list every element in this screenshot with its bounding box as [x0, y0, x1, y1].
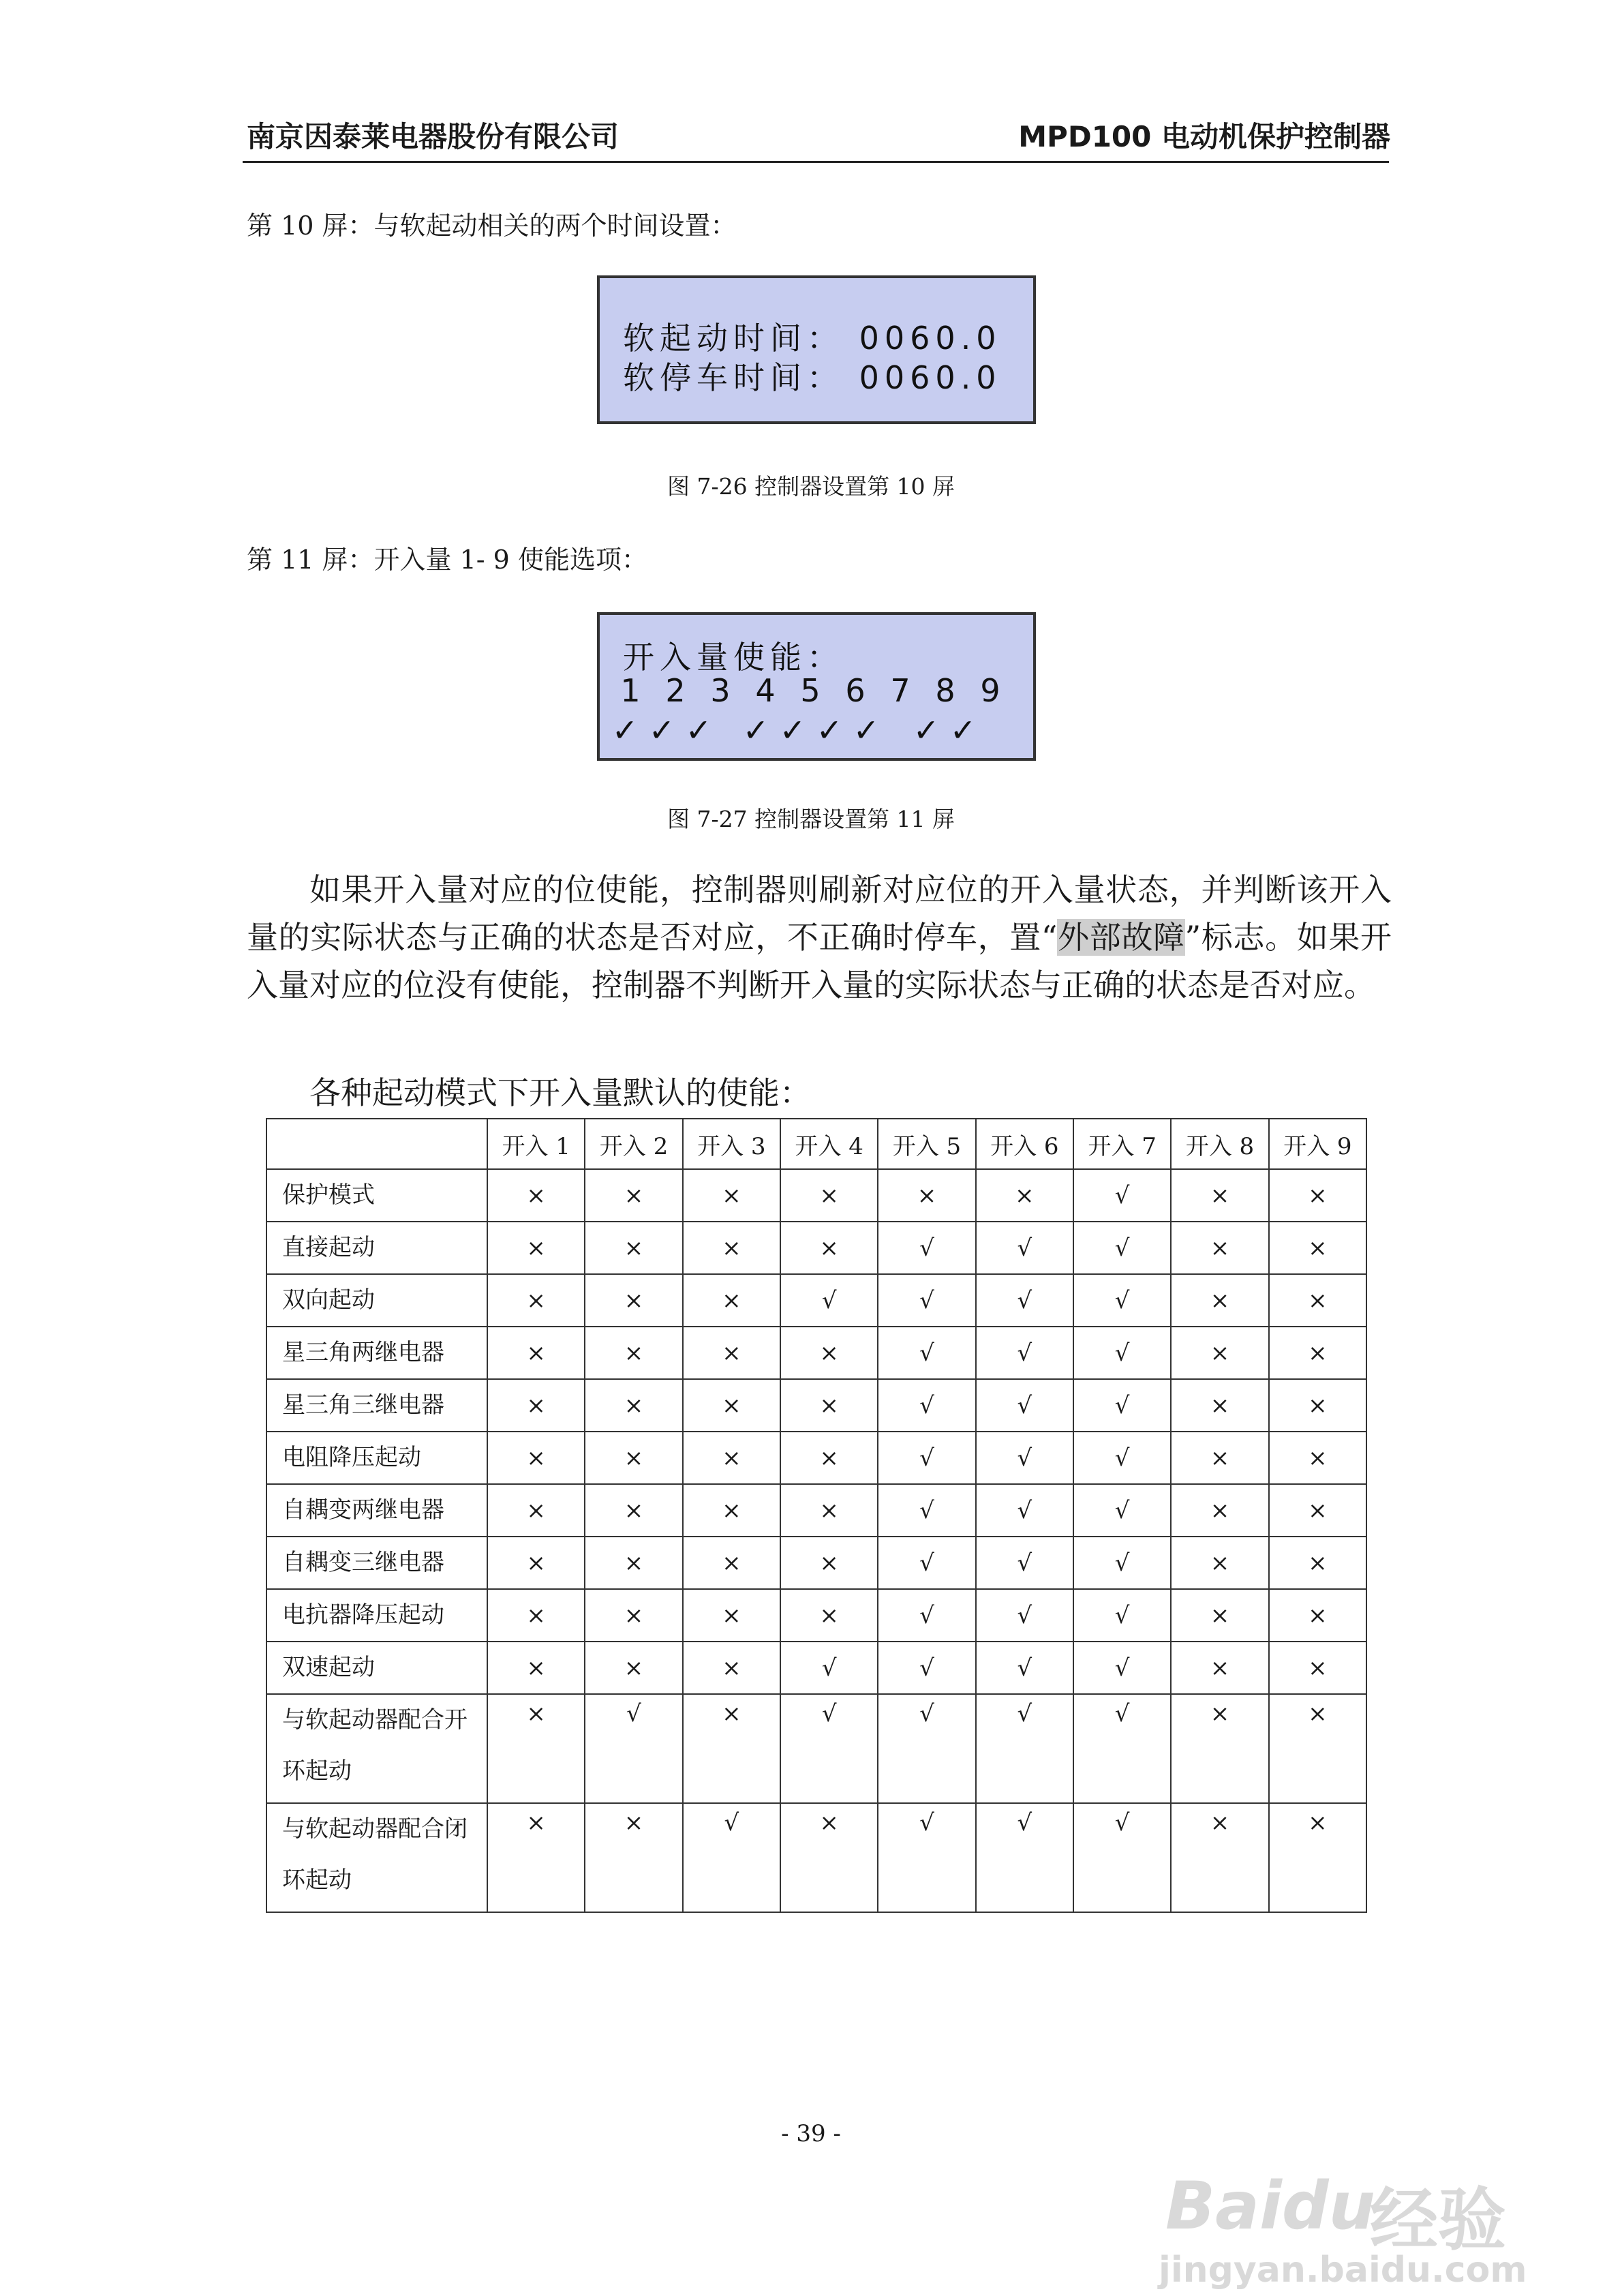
figure-caption-7-26: 图 7-26 控制器设置第 10 屏 — [667, 473, 955, 500]
row-label: 与软起动器配合闭环起动 — [266, 1803, 487, 1912]
lcd-check-icon: ✓ — [816, 712, 843, 749]
enable-cell: × — [487, 1589, 585, 1642]
enable-cell: √ — [976, 1589, 1073, 1642]
table-header-cell: 开入 1 — [487, 1119, 585, 1169]
lcd-number-row — [600, 615, 1033, 758]
enable-cell: √ — [1073, 1379, 1171, 1432]
enable-cell: √ — [1073, 1222, 1171, 1274]
lcd-number: 8 — [935, 672, 955, 709]
enable-cell: × — [1269, 1222, 1366, 1274]
row-label: 双速起动 — [266, 1642, 487, 1694]
enable-cell: × — [585, 1169, 682, 1222]
explanation-part-1: 如果开入量对应的位使能，控制器则刷新对应位的开入量状态，并判断该开入量的实际状态与正确的状态是否对应，不正确时停车，置“ — [247, 871, 1392, 956]
row-label: 星三角三继电器 — [266, 1379, 487, 1432]
lcd-number: 5 — [800, 672, 821, 709]
enable-cell: × — [1171, 1642, 1268, 1694]
enable-cell: × — [1171, 1694, 1268, 1803]
enable-cell: √ — [585, 1694, 682, 1803]
enable-cell: √ — [878, 1484, 975, 1537]
table-header-cell: 开入 3 — [683, 1119, 780, 1169]
enable-cell: × — [683, 1484, 780, 1537]
table-row — [266, 1642, 1366, 1694]
enable-cell: × — [487, 1327, 585, 1379]
header-divider — [243, 161, 1389, 163]
enable-cell: √ — [1073, 1484, 1171, 1537]
table-header-cell: 开入 4 — [780, 1119, 878, 1169]
watermark-service: 经验 — [1370, 2180, 1506, 2260]
enable-cell: √ — [1073, 1694, 1171, 1803]
enable-cell: × — [780, 1222, 878, 1274]
input-enable-table — [266, 1118, 1367, 1913]
table-row — [266, 1694, 1366, 1803]
enable-cell: √ — [878, 1642, 975, 1694]
screen11-intro: 第 11 屏：开入量 1- 9 使能选项： — [247, 545, 647, 575]
table-header-cell: 开入 2 — [585, 1119, 682, 1169]
lcd-number: 3 — [710, 672, 731, 709]
enable-cell: × — [585, 1327, 682, 1379]
enable-cell: × — [585, 1589, 682, 1642]
enable-cell: √ — [976, 1803, 1073, 1912]
table-row — [266, 1222, 1366, 1274]
enable-cell: × — [780, 1432, 878, 1484]
enable-cell: √ — [1073, 1327, 1171, 1379]
table-row — [266, 1432, 1366, 1484]
lcd-screen-10 — [597, 275, 1036, 424]
enable-cell: √ — [976, 1379, 1073, 1432]
enable-cell: × — [1171, 1432, 1268, 1484]
enable-cell: × — [1171, 1379, 1268, 1432]
table-header-cell: 开入 7 — [1073, 1119, 1171, 1169]
enable-cell: √ — [976, 1642, 1073, 1694]
lcd-number: 1 — [620, 672, 641, 709]
figure-caption-7-27: 图 7-27 控制器设置第 11 屏 — [667, 806, 955, 832]
enable-cell: × — [878, 1169, 975, 1222]
enable-cell: √ — [780, 1694, 878, 1803]
enable-cell: √ — [878, 1432, 975, 1484]
enable-cell: × — [585, 1222, 682, 1274]
enable-cell: √ — [1073, 1642, 1171, 1694]
enable-cell: × — [683, 1274, 780, 1327]
enable-cell: √ — [878, 1274, 975, 1327]
lcd-check-icon: ✓ — [742, 712, 769, 749]
lcd-number: 6 — [845, 672, 866, 709]
row-label: 保护模式 — [266, 1169, 487, 1222]
enable-cell: √ — [878, 1537, 975, 1589]
lcd-line-soft-stop: 软停车时间： 0060.0 — [623, 359, 1002, 396]
lcd-number: 9 — [980, 672, 1000, 709]
enable-cell: √ — [976, 1694, 1073, 1803]
enable-cell: × — [1269, 1379, 1366, 1432]
lcd-check-icon: ✓ — [611, 712, 639, 749]
table-row — [266, 1379, 1366, 1432]
enable-cell: × — [683, 1379, 780, 1432]
lcd-check-icon: ✓ — [913, 712, 940, 749]
lcd-check-icon: ✓ — [685, 712, 712, 749]
enable-cell: × — [585, 1432, 682, 1484]
lcd-number: 2 — [665, 672, 686, 709]
table-header-cell: 开入 8 — [1171, 1119, 1268, 1169]
enable-cell: × — [1269, 1694, 1366, 1803]
lcd-title: 开入量使能： — [623, 639, 844, 676]
table-header-cell: 开入 6 — [976, 1119, 1073, 1169]
enable-cell: × — [487, 1432, 585, 1484]
enable-cell: × — [683, 1589, 780, 1642]
enable-cell: √ — [878, 1379, 975, 1432]
enable-cell: √ — [1073, 1169, 1171, 1222]
explanation-paragraph — [247, 866, 1392, 1009]
lcd-number: 7 — [890, 672, 911, 709]
table-body — [266, 1169, 1366, 1912]
table-header-cell: 开入 5 — [878, 1119, 975, 1169]
table-row — [266, 1327, 1366, 1379]
enable-cell: × — [585, 1803, 682, 1912]
enable-cell: √ — [976, 1537, 1073, 1589]
enable-cell: × — [683, 1327, 780, 1379]
table-header-row — [266, 1119, 1366, 1169]
row-label: 与软起动器配合开环起动 — [266, 1694, 487, 1803]
enable-cell: √ — [683, 1803, 780, 1912]
table-row — [266, 1274, 1366, 1327]
enable-cell: √ — [780, 1642, 878, 1694]
header-product: MPD100 电动机保护控制器 — [1018, 120, 1390, 153]
enable-cell: × — [1171, 1327, 1268, 1379]
enable-cell: √ — [1073, 1432, 1171, 1484]
enable-cell: × — [1269, 1327, 1366, 1379]
enable-cell: × — [780, 1484, 878, 1537]
enable-cell: × — [1269, 1484, 1366, 1537]
row-label: 直接起动 — [266, 1222, 487, 1274]
enable-cell: × — [487, 1803, 585, 1912]
enable-cell: × — [487, 1642, 585, 1694]
enable-cell: × — [1269, 1274, 1366, 1327]
enable-cell: × — [683, 1694, 780, 1803]
enable-cell: × — [780, 1537, 878, 1589]
enable-cell: √ — [976, 1484, 1073, 1537]
lcd-number: 4 — [755, 672, 776, 709]
table-row — [266, 1803, 1366, 1912]
lcd-line-soft-start: 软起动时间： 0060.0 — [623, 320, 1002, 357]
table-row — [266, 1169, 1366, 1222]
row-label: 自耦变三继电器 — [266, 1537, 487, 1589]
enable-cell: × — [487, 1222, 585, 1274]
table-row — [266, 1589, 1366, 1642]
enable-cell: × — [1171, 1589, 1268, 1642]
enable-cell: × — [1269, 1432, 1366, 1484]
enable-cell: √ — [1073, 1803, 1171, 1912]
row-label: 双向起动 — [266, 1274, 487, 1327]
enable-cell: × — [585, 1537, 682, 1589]
enable-cell: × — [487, 1537, 585, 1589]
lcd-check-icon: ✓ — [648, 712, 675, 749]
enable-cell: × — [487, 1694, 585, 1803]
enable-cell: √ — [976, 1327, 1073, 1379]
table-row — [266, 1484, 1366, 1537]
enable-cell: × — [1171, 1222, 1268, 1274]
enable-cell: × — [780, 1379, 878, 1432]
enable-cell: √ — [878, 1589, 975, 1642]
enable-cell: × — [1269, 1642, 1366, 1694]
row-label: 电阻降压起动 — [266, 1432, 487, 1484]
table-header-corner — [266, 1119, 487, 1169]
enable-cell: √ — [1073, 1274, 1171, 1327]
enable-cell: × — [1171, 1484, 1268, 1537]
lcd-check-icon: ✓ — [779, 712, 806, 749]
enable-cell: × — [780, 1327, 878, 1379]
enable-cell: × — [1171, 1169, 1268, 1222]
enable-cell: × — [487, 1484, 585, 1537]
enable-cell: × — [585, 1484, 682, 1537]
enable-cell: √ — [1073, 1589, 1171, 1642]
table-intro: 各种起动模式下开入量默认的使能： — [309, 1074, 811, 1111]
watermark-url: jingyan.baidu.com — [1159, 2250, 1527, 2291]
enable-cell: × — [780, 1589, 878, 1642]
enable-cell: √ — [976, 1432, 1073, 1484]
enable-cell: √ — [1073, 1537, 1171, 1589]
enable-cell: × — [487, 1274, 585, 1327]
enable-cell: × — [487, 1169, 585, 1222]
enable-cell: × — [780, 1169, 878, 1222]
enable-cell: × — [780, 1803, 878, 1912]
enable-cell: × — [1269, 1589, 1366, 1642]
lcd-check-icon: ✓ — [853, 712, 880, 749]
enable-cell: × — [487, 1379, 585, 1432]
table-row — [266, 1537, 1366, 1589]
row-label: 星三角两继电器 — [266, 1327, 487, 1379]
enable-cell: √ — [878, 1327, 975, 1379]
enable-cell: √ — [878, 1222, 975, 1274]
lcd-screen-11 — [597, 612, 1036, 761]
enable-cell: √ — [780, 1274, 878, 1327]
page-number: - 39 - — [781, 2120, 841, 2147]
explanation-part-2: ”标志。如果开入量对应的位没有使能，控制器不判断开入量的实际状态与正确的状态是否对应。 — [247, 919, 1392, 1003]
row-label: 电抗器降压起动 — [266, 1589, 487, 1642]
row-label: 自耦变两继电器 — [266, 1484, 487, 1537]
enable-cell: √ — [878, 1694, 975, 1803]
enable-cell: × — [1269, 1537, 1366, 1589]
enable-cell: × — [1171, 1803, 1268, 1912]
table-header-cell: 开入 9 — [1269, 1119, 1366, 1169]
enable-cell: × — [1171, 1537, 1268, 1589]
enable-cell: × — [1269, 1169, 1366, 1222]
enable-cell: √ — [976, 1222, 1073, 1274]
enable-cell: × — [683, 1537, 780, 1589]
enable-cell: √ — [878, 1803, 975, 1912]
enable-cell: × — [683, 1222, 780, 1274]
enable-cell: × — [1171, 1274, 1268, 1327]
enable-cell: × — [585, 1274, 682, 1327]
screen10-intro: 第 10 屏：与软起动相关的两个时间设置： — [247, 211, 737, 241]
enable-cell: √ — [976, 1274, 1073, 1327]
enable-cell: × — [683, 1169, 780, 1222]
lcd-check-icon: ✓ — [949, 712, 977, 749]
watermark-brand: Baidu — [1165, 2168, 1375, 2244]
enable-cell: × — [585, 1642, 682, 1694]
enable-cell: × — [683, 1642, 780, 1694]
enable-cell: × — [683, 1432, 780, 1484]
enable-cell: × — [1269, 1803, 1366, 1912]
enable-cell: × — [976, 1169, 1073, 1222]
enable-cell: × — [585, 1379, 682, 1432]
highlight-external-fault: 外部故障 — [1057, 919, 1185, 956]
header-company: 南京因泰莱电器股份有限公司 — [247, 120, 619, 153]
